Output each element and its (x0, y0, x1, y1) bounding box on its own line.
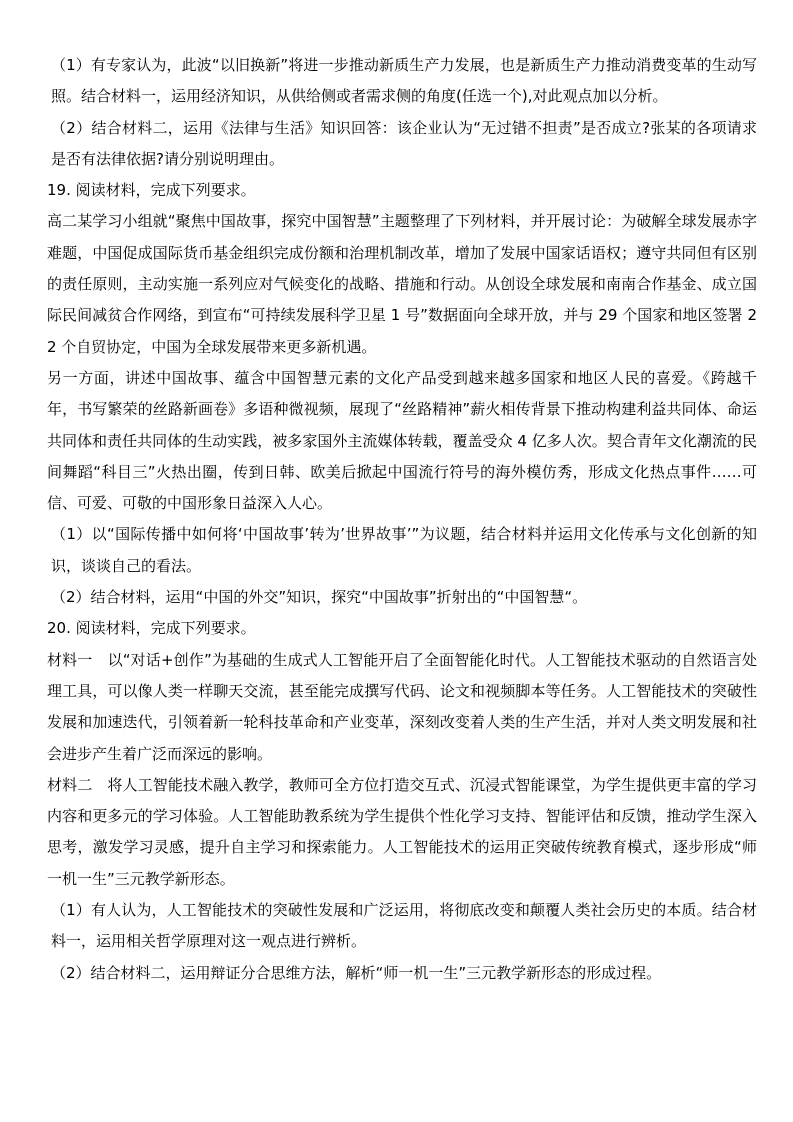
question-19-heading: 19. 阅读材料，完成下列要求。 (47, 181, 256, 200)
question-20-material-2: 材料二 将人工智能技术融入教学，教师可全方位打造交互式、沉浸式智能课堂，为学生提供更丰富的学习内容和更多元的学习体验。人工智能助教系统为学生提供个性化学习支持、智能评估和反馈，推动学生深入思考，激发学习灵感，提升自主学习和探索能力。人工智能技术的运用正突破传统教育模式，逐步形成“师一机一生”三元教学新形态。 (47, 775, 757, 888)
question-20-part-1: （1）有人认为，人工智能技术的突破性发展和广泛运用，将彻底改变和颠覆人类社会历史的本质。结合材料一，运用相关哲学原理对这一观点进行辨析。 (51, 901, 757, 951)
question-19-material-2: 另一方面，讲述中国故事、蕴含中国智慧元素的文化产品受到越来越多国家和地区人民的喜爱。《跨越千年，书写繁荣的丝路新画卷》多语种微视频，展现了“丝路精神”薪火相传背景下推动构建利益共同体、命运共同体和责任共同体的生动实践，被多家国外主流媒体转载，覆盖受众 4 亿多人次。契合青年文化潮流的民间舞蹈“科目三”火热出圈，传到日韩、欧美后掀起中国流行符号的海外模仿秀，形成文化热点事件……可信、可爱、可敬的中国形象日益深入人心。 (47, 368, 757, 513)
question-20-material-1: 材料一 以“对话+创作”为基础的生成式人工智能开启了全面智能化时代。人工智能技术驱动的自然语言处理工具，可以像人类一样聊天交流，甚至能完成撰写代码、论文和视频脚本等任务。人工智能技术的突破性发展和加速迭代，引领着新一轮科技革命和产业变革，深刻改变着人类的生产生活，并对人类文明发展和社会进步产生着广泛而深远的影响。 (47, 650, 757, 763)
question-19-part-2: （2）结合材料，运用“中国的外交”知识，探究“中国故事”折射出的“中国智慧“。 (51, 588, 588, 607)
question-19-part-1: （1）以“国际传播中如何将‘中国故事’转为’世界故事’”为议题，结合材料并运用文化传承与文化创新的知识，谈谈自己的看法。 (51, 525, 757, 575)
question-20-heading: 20. 阅读材料，完成下列要求。 (47, 619, 256, 638)
document-page (47, 50, 757, 989)
question-18-part-1: （1）有专家认为，此波“以旧换新”将进一步推动新质生产力发展，也是新质生产力推动消费变革的生动写照。结合材料一，运用经济知识，从供给侧或者需求侧的角度(任选一个),对此观点加以分析。 (51, 56, 757, 106)
question-19-material-1: 高二某学习小组就“聚焦中国故事，探究中国智慧”主题整理了下列材料，并开展讨论：为破解全球发展赤字难题，中国促成国际货币基金组织完成份额和治理机制改革，增加了发展中国家话语权；遵守共同但有区别的责任原则，主动实施一系列应对气候变化的战略、措施和行动。从创设全球发展和南南合作基金、成立国际民间减贫合作网络，到宣布“可持续发展科学卫星 1 号”数据面向全球开放，并与 29 个国家和地区签署 22 个自贸协定，中国为全球发展带来更多新机遇。 (47, 212, 757, 356)
question-20-part-2: （2）结合材料二，运用辩证分合思维方法，解析“师一机一生”三元教学新形态的形成过程。 (51, 963, 662, 982)
question-18-part-2: （2）结合材料二，运用《法律与生活》知识回答：该企业认为“无过错不担责”是否成立?张某的各项请求是否有法律依据?请分别说明理由。 (51, 118, 757, 168)
